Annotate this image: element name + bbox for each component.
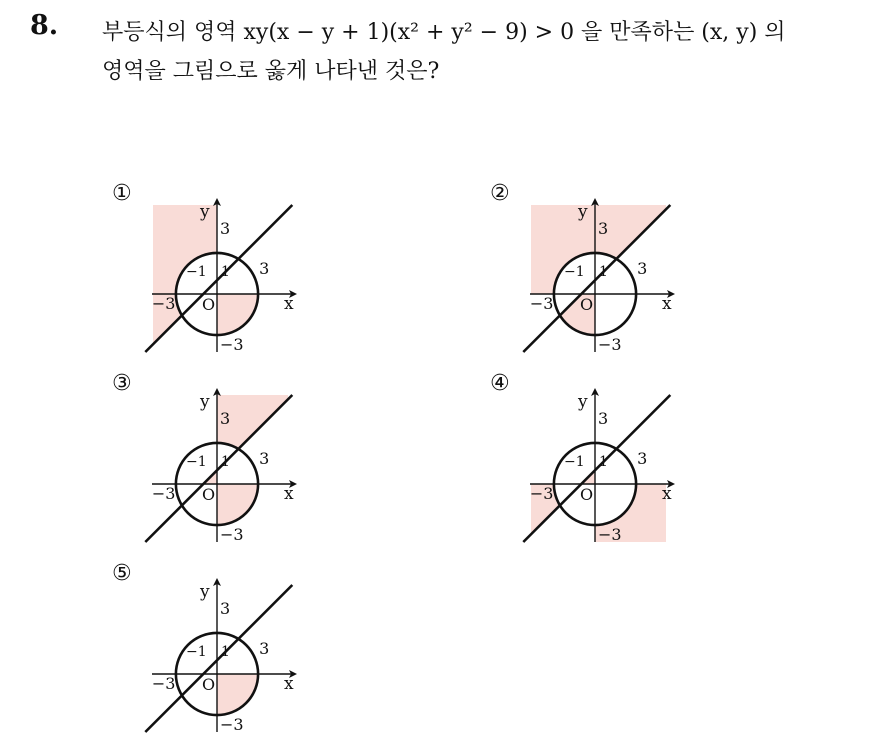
label-x-axis: x [662, 484, 672, 504]
label-right-3: 3 [259, 639, 270, 658]
label-origin: O [580, 485, 594, 504]
label-y-axis: y [200, 582, 210, 602]
choice-label-1[interactable]: ① [112, 181, 132, 206]
choice-5-graph [148, 580, 298, 740]
label-one: 1 [221, 644, 230, 660]
label-one: 1 [599, 264, 608, 280]
label-right-3: 3 [637, 259, 648, 278]
question-text-line1: 부등식의 영역 xy(x − y + 1)(x² + y² − 9) > 0 을 만족하는 (x, y) 의 [102, 20, 786, 45]
label-right-3: 3 [259, 449, 270, 468]
label-right-3: 3 [637, 449, 648, 468]
label-top-3: 3 [220, 599, 231, 618]
label-bottom-3: −3 [598, 335, 622, 355]
label-bottom-3: −3 [598, 525, 622, 545]
label-left-3: −3 [151, 484, 176, 503]
label-x-axis: x [284, 294, 294, 314]
choice-label-4[interactable]: ④ [490, 371, 510, 396]
choice-4-graph [526, 390, 676, 550]
label-top-3: 3 [220, 409, 231, 428]
label-left-3: −3 [529, 484, 554, 503]
label-top-3: 3 [598, 219, 609, 238]
label-y-axis: y [200, 202, 210, 222]
label-left-3: −3 [529, 294, 554, 313]
choice-2-graph [526, 200, 676, 360]
label-left-3: −3 [151, 294, 176, 313]
label-origin: O [202, 675, 216, 694]
label-neg-one: −1 [564, 454, 585, 470]
label-one: 1 [599, 454, 608, 470]
label-bottom-3: −3 [220, 525, 244, 545]
label-neg-one: −1 [186, 644, 207, 660]
label-one: 1 [221, 264, 230, 280]
label-x-axis: x [284, 674, 294, 694]
question-number: 8. [30, 10, 59, 41]
choice-label-2[interactable]: ② [490, 181, 510, 206]
label-top-3: 3 [220, 219, 231, 238]
label-left-3: −3 [151, 674, 176, 693]
choice-3-graph [148, 390, 298, 550]
label-neg-one: −1 [186, 454, 207, 470]
choice-label-5[interactable]: ⑤ [112, 561, 132, 586]
label-x-axis: x [284, 484, 294, 504]
label-origin: O [202, 485, 216, 504]
label-neg-one: −1 [186, 264, 207, 280]
label-origin: O [580, 295, 594, 314]
label-y-axis: y [578, 202, 588, 222]
label-neg-one: −1 [564, 264, 585, 280]
label-y-axis: y [578, 392, 588, 412]
choice-1-graph [148, 200, 298, 360]
label-bottom-3: −3 [220, 335, 244, 355]
question-text-line2: 영역을 그림으로 옳게 나타낸 것은? [102, 59, 440, 84]
choice-label-3[interactable]: ③ [112, 371, 132, 396]
label-one: 1 [221, 454, 230, 470]
label-bottom-3: −3 [220, 715, 244, 735]
label-x-axis: x [662, 294, 672, 314]
label-origin: O [202, 295, 216, 314]
label-top-3: 3 [598, 409, 609, 428]
label-y-axis: y [200, 392, 210, 412]
label-right-3: 3 [259, 259, 270, 278]
